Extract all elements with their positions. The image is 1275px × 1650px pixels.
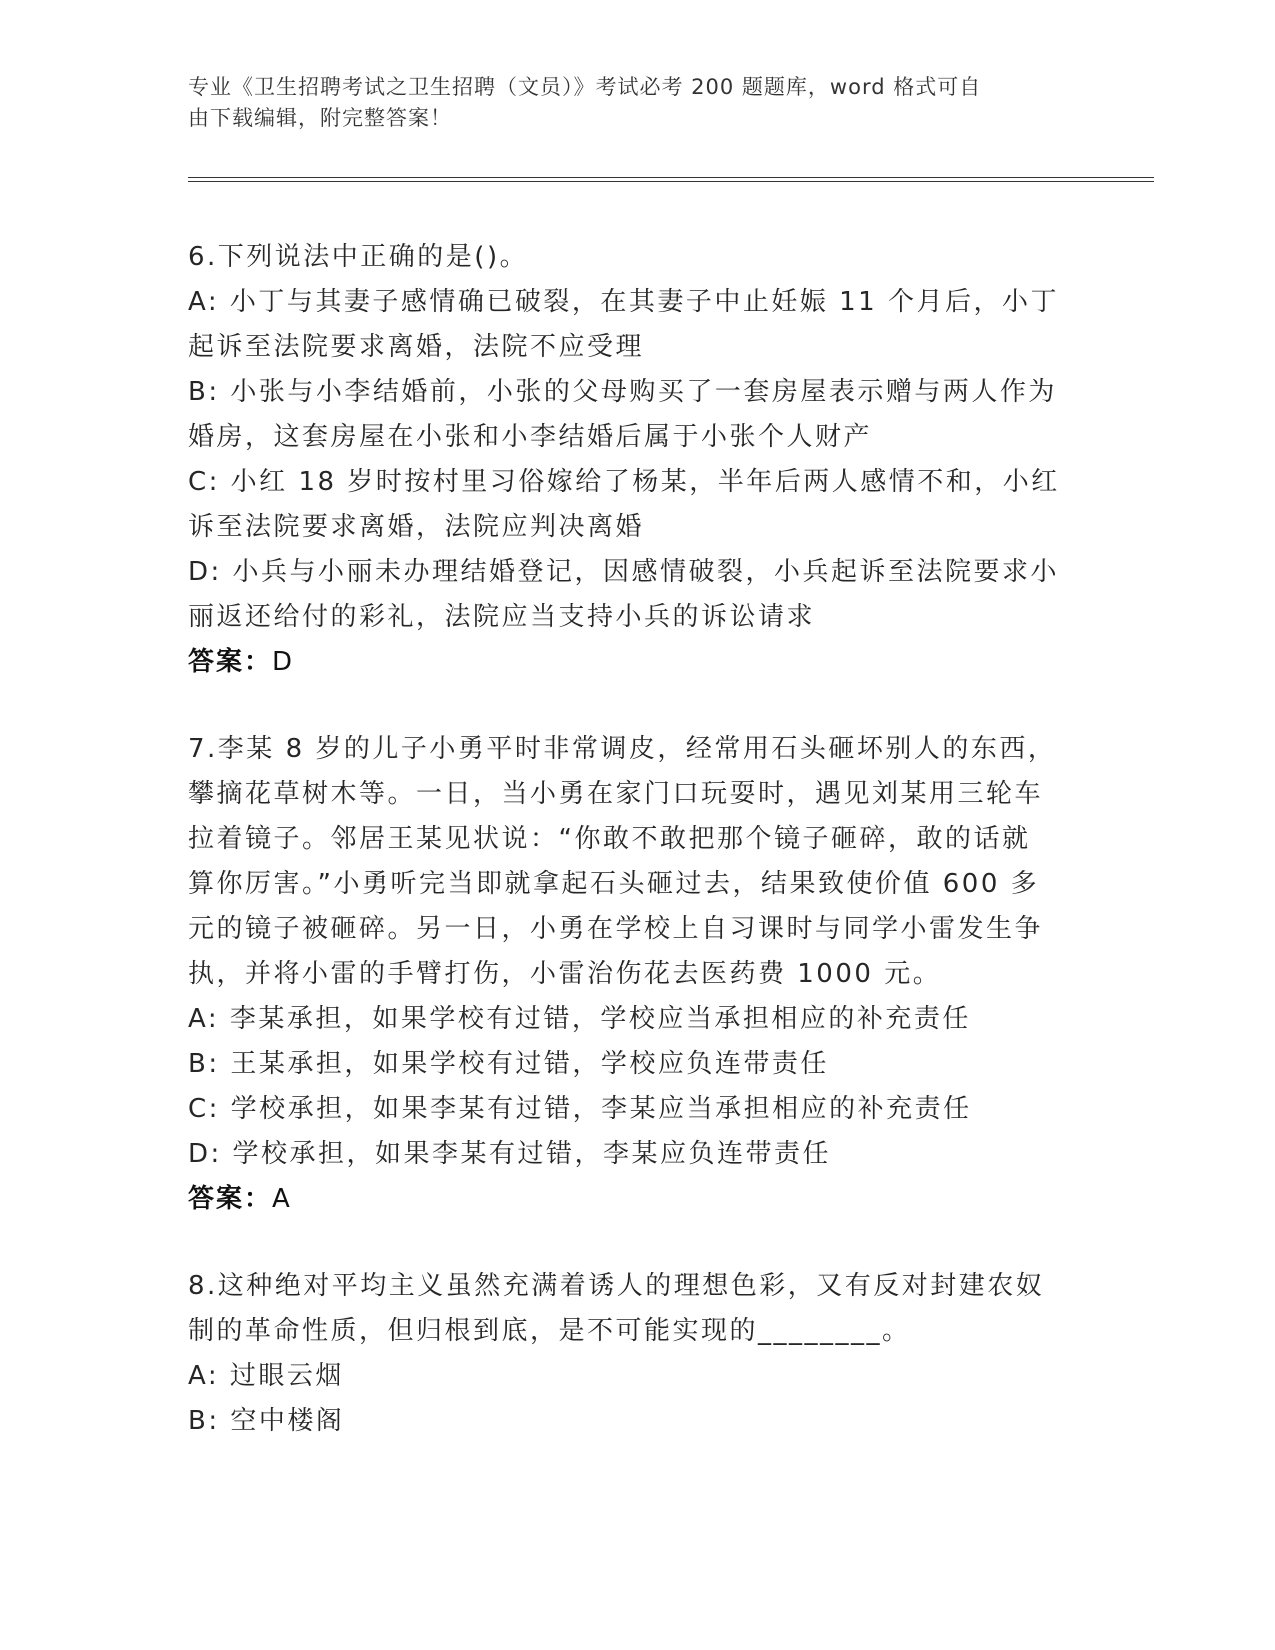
question-7 <box>188 727 1068 1222</box>
question-stem: 执，并将小雷的手臂打伤，小雷治伤花去医药费 1000 元。 <box>188 959 942 989</box>
document-header <box>188 72 1068 134</box>
question-stem: 攀摘花草树木等。一日，当小勇在家门口玩耍时，遇见刘某用三轮车 <box>188 779 1044 809</box>
option-text: 起诉至法院要求离婚，法院不应受理 <box>188 332 645 362</box>
question-stem: 拉着镜子。邻居王某见状说：“你敢不敢把那个镜子砸碎，敢的话就 <box>188 824 1031 854</box>
option-text: A: 小丁与其妻子感情确已破裂，在其妻子中止妊娠 11 个月后，小丁 <box>188 287 1059 317</box>
answer-line <box>188 640 1068 685</box>
option-b <box>188 370 1068 460</box>
answer-label: 答案： <box>188 647 273 677</box>
header-divider-bottom <box>188 181 1154 182</box>
option-c <box>188 460 1068 550</box>
option-b: B: 空中楼阁 <box>188 1406 345 1436</box>
question-stem: 算你厉害。”小勇听完当即就拿起石头砸过去，结果致使价值 600 多 <box>188 869 1040 899</box>
question-list <box>188 235 1068 1486</box>
header-line-1: 专业《卫生招聘考试之卫生招聘（文员）》考试必考 200 题题库，word 格式可自 <box>188 75 982 99</box>
option-a <box>188 280 1068 370</box>
answer-label: 答案： <box>188 1184 273 1214</box>
option-c: C: 学校承担，如果李某有过错，李某应当承担相应的补充责任 <box>188 1094 972 1124</box>
answer-value: D <box>272 647 295 677</box>
header-line-2: 由下载编辑，附完整答案！ <box>188 106 452 130</box>
header-divider-top <box>188 177 1154 178</box>
option-text: C: 小红 18 岁时按村里习俗嫁给了杨某，半年后两人感情不和，小红 <box>188 467 1060 497</box>
option-text: 丽返还给付的彩礼，法院应当支持小兵的诉讼请求 <box>188 602 816 632</box>
question-stem: 制的革命性质，但归根到底，是不可能实现的________。 <box>188 1316 911 1346</box>
answer-line <box>188 1177 1068 1222</box>
answer-value: A <box>272 1184 292 1214</box>
option-b: B: 王某承担，如果学校有过错，学校应负连带责任 <box>188 1049 829 1079</box>
option-a: A: 李某承担，如果学校有过错，学校应当承担相应的补充责任 <box>188 1004 971 1034</box>
option-d: D: 学校承担，如果李某有过错，李某应负连带责任 <box>188 1139 832 1169</box>
question-stem: 8.这种绝对平均主义虽然充满着诱人的理想色彩，又有反对封建农奴 <box>188 1271 1045 1301</box>
option-text: D: 小兵与小丽未办理结婚登记，因感情破裂，小兵起诉至法院要求小 <box>188 557 1060 587</box>
option-text: 婚房，这套房屋在小张和小李结婚后属于小张个人财产 <box>188 422 873 452</box>
question-stem: 7.李某 8 岁的儿子小勇平时非常调皮，经常用石头砸坏别人的东西， <box>188 734 1057 764</box>
question-8 <box>188 1264 1068 1444</box>
question-stem: 元的镜子被砸碎。另一日，小勇在学校上自习课时与同学小雷发生争 <box>188 914 1044 944</box>
option-text: B: 小张与小李结婚前，小张的父母购买了一套房屋表示赠与两人作为 <box>188 377 1057 407</box>
option-text: 诉至法院要求离婚，法院应判决离婚 <box>188 512 645 542</box>
option-a: A: 过眼云烟 <box>188 1361 344 1391</box>
option-d <box>188 550 1068 640</box>
question-stem: 6.下列说法中正确的是()。 <box>188 242 529 272</box>
question-6 <box>188 235 1068 685</box>
